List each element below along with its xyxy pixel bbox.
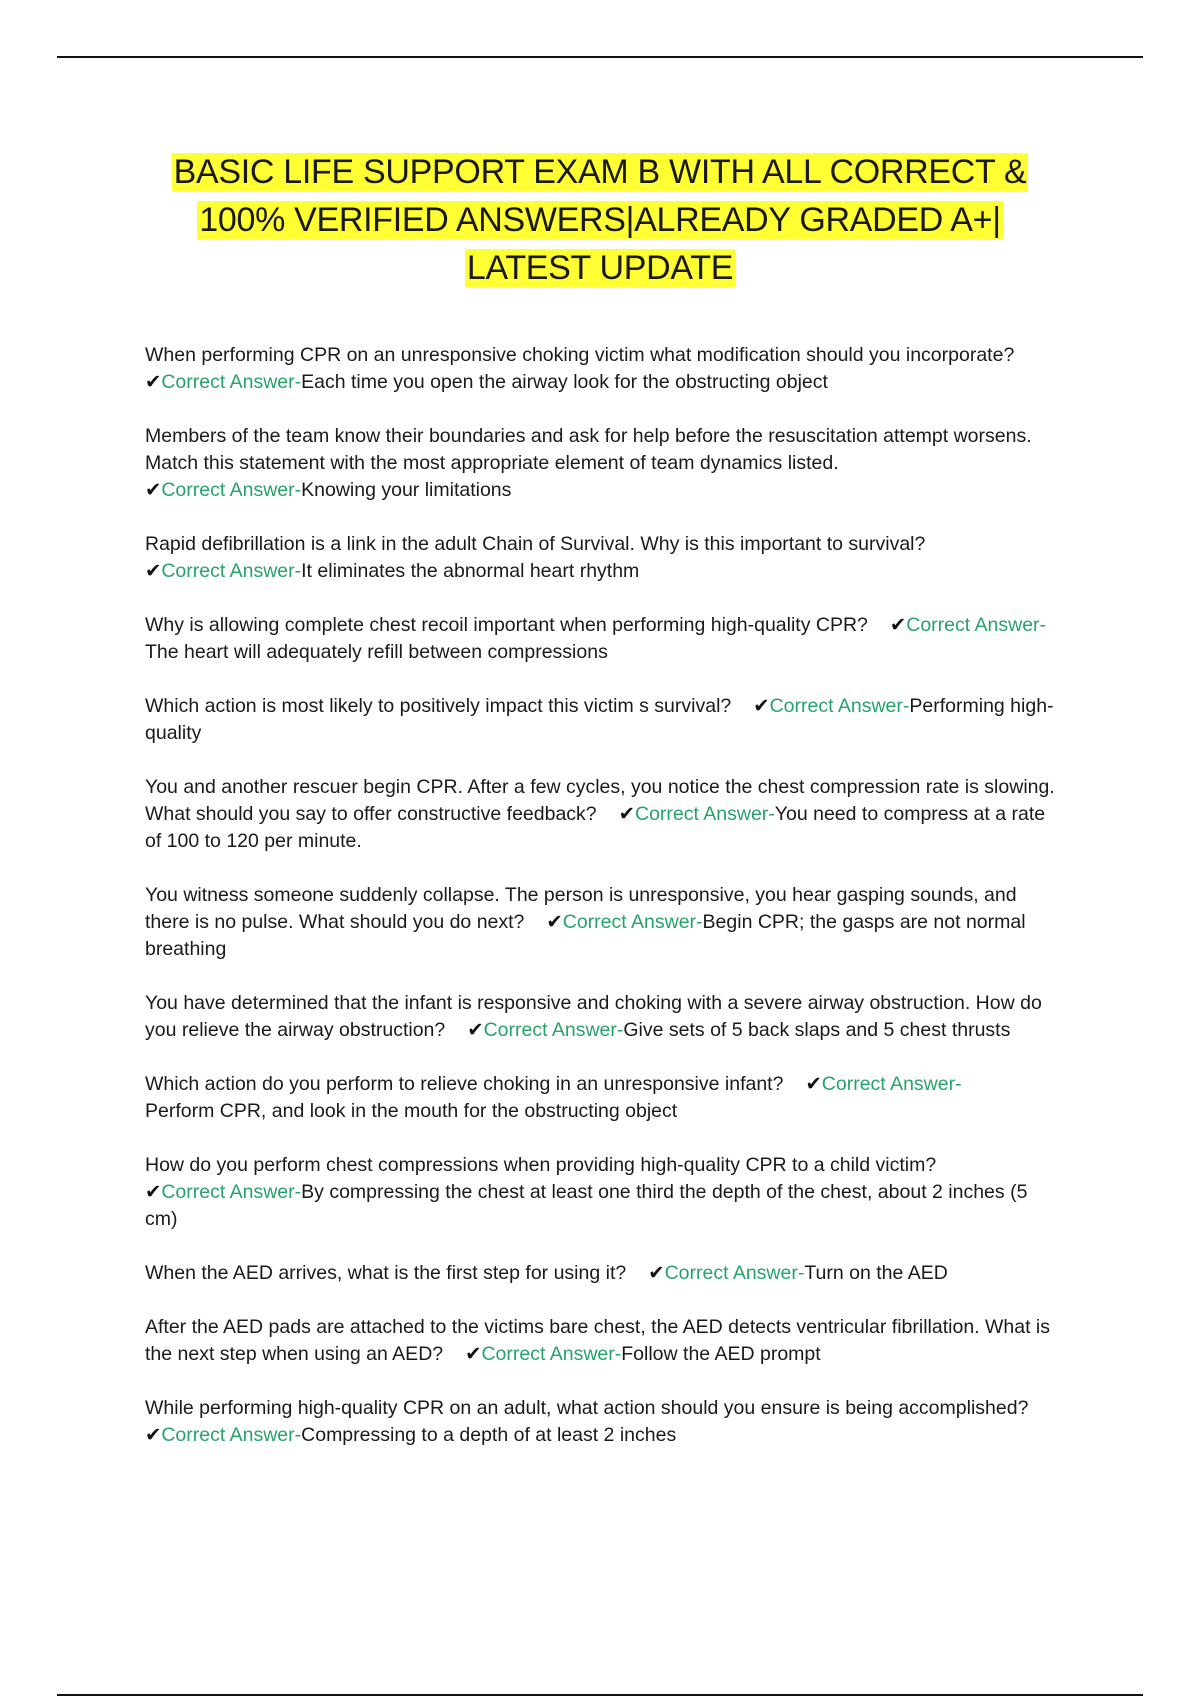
question-text: While performing high-quality CPR on an adult, what action should you ensure is being accomplished? — [145, 1397, 1029, 1419]
title-line-3: LATEST UPDATE — [466, 249, 734, 287]
qa-item — [145, 1314, 1065, 1368]
correct-answer-label: Correct Answer- — [562, 911, 703, 933]
correct-answer-label: Correct Answer- — [821, 1073, 962, 1095]
qa-item — [145, 1071, 1065, 1125]
answer-text: By compressing the chest at least one third the depth of the chest, about 2 inches (5 cm) — [145, 1181, 1028, 1230]
document-title — [110, 148, 1090, 292]
check-icon: ✔ — [546, 911, 563, 933]
question-text: You witness someone suddenly collapse. The person is unresponsive, you hear gasping sounds, and there is no pulse. What should you do next? — [145, 884, 1017, 933]
check-icon: ✔ — [145, 479, 162, 501]
qa-item — [145, 423, 1065, 504]
answer-text: Each time you open the airway look for the obstructing object — [301, 371, 828, 393]
answer-text: Performing high-quality — [145, 695, 1054, 744]
answer-text: Compressing to a depth of at least 2 inches — [301, 1424, 677, 1446]
question-text: Rapid defibrillation is a link in the adult Chain of Survival. Why is this important to survival? — [145, 533, 926, 555]
check-icon: ✔ — [145, 371, 162, 393]
question-text: How do you perform chest compressions when providing high-quality CPR to a child victim? — [145, 1154, 937, 1176]
qa-item — [145, 531, 1065, 585]
question-text: After the AED pads are attached to the victims bare chest, the AED detects ventricular fibrillation. What is the next step when using an AED? — [145, 1316, 1051, 1365]
qa-item — [145, 1260, 1065, 1287]
qa-item — [145, 774, 1065, 855]
question-text: You and another rescuer begin CPR. After a few cycles, you notice the chest compression rate is slowing. What should you say to offer constructive feedback? — [145, 776, 1055, 825]
check-icon: ✔ — [648, 1262, 665, 1284]
title-line-1: BASIC LIFE SUPPORT EXAM B WITH ALL CORRECT & — [173, 153, 1027, 191]
title-line-2: 100% VERIFIED ANSWERS|ALREADY GRADED A+| — [199, 201, 1001, 239]
answer-text: Give sets of 5 back slaps and 5 chest thrusts — [623, 1019, 1011, 1041]
qa-item — [145, 342, 1065, 396]
question-text: When performing CPR on an unresponsive choking victim what modification should you incorporate? — [145, 344, 1015, 366]
qa-item — [145, 882, 1065, 963]
check-icon: ✔ — [805, 1073, 822, 1095]
correct-answer-label: Correct Answer- — [481, 1343, 622, 1365]
correct-answer-label: Correct Answer- — [664, 1262, 805, 1284]
check-icon: ✔ — [889, 614, 907, 636]
qa-item — [145, 1152, 1065, 1233]
check-icon: ✔ — [467, 1019, 484, 1041]
correct-answer-label: Correct Answer- — [161, 1181, 302, 1203]
qa-item — [145, 693, 1065, 747]
check-icon: ✔ — [465, 1343, 482, 1365]
correct-answer-label: Correct Answer- — [161, 479, 302, 501]
answer-text: The heart will adequately refill between compressions — [145, 641, 608, 663]
question-text: When the AED arrives, what is the first step for using it? — [145, 1262, 627, 1284]
question-text: Members of the team know their boundaries and ask for help before the resuscitation attempt worsens. Match this statement with the most appropriate element of team dynamics listed. — [145, 425, 1032, 474]
check-icon: ✔ — [618, 803, 635, 825]
answer-text: Knowing your limitations — [301, 479, 512, 501]
top-rule — [57, 56, 1143, 58]
answer-text: Turn on the AED — [804, 1262, 948, 1284]
bottom-rule — [57, 1694, 1143, 1696]
qa-list — [145, 342, 1065, 1476]
question-text: You have determined that the infant is responsive and choking with a severe airway obstruction. How do you relieve the airway obstruction? — [145, 992, 1042, 1041]
correct-answer-label: Correct Answer- — [769, 695, 910, 717]
correct-answer-label: Correct Answer- — [635, 803, 775, 825]
qa-item — [145, 612, 1065, 666]
question-text: Which action is most likely to positively impact this victim s survival? — [145, 695, 732, 717]
check-icon: ✔ — [145, 1181, 162, 1203]
correct-answer-label: Correct Answer- — [161, 1424, 302, 1446]
correct-answer-label: Correct Answer- — [906, 614, 1047, 636]
answer-text: Begin CPR; the gasps are not normal breathing — [145, 911, 1026, 960]
answer-text: Follow the AED prompt — [621, 1343, 821, 1365]
check-icon: ✔ — [753, 695, 770, 717]
correct-answer-label: Correct Answer- — [483, 1019, 624, 1041]
check-icon: ✔ — [145, 560, 162, 582]
qa-item — [145, 990, 1065, 1044]
correct-answer-label: Correct Answer- — [161, 371, 302, 393]
question-text: Which action do you perform to relieve choking in an unresponsive infant? — [145, 1073, 784, 1095]
correct-answer-label: Correct Answer- — [161, 560, 302, 582]
qa-item — [145, 1395, 1065, 1449]
answer-text: You need to compress at a rate of 100 to 120 per minute. — [145, 803, 1046, 852]
check-icon: ✔ — [145, 1424, 162, 1446]
question-text: Why is allowing complete chest recoil important when performing high-quality CPR? — [145, 614, 868, 636]
answer-text: Perform CPR, and look in the mouth for the obstructing object — [145, 1100, 678, 1122]
answer-text: It eliminates the abnormal heart rhythm — [301, 560, 640, 582]
